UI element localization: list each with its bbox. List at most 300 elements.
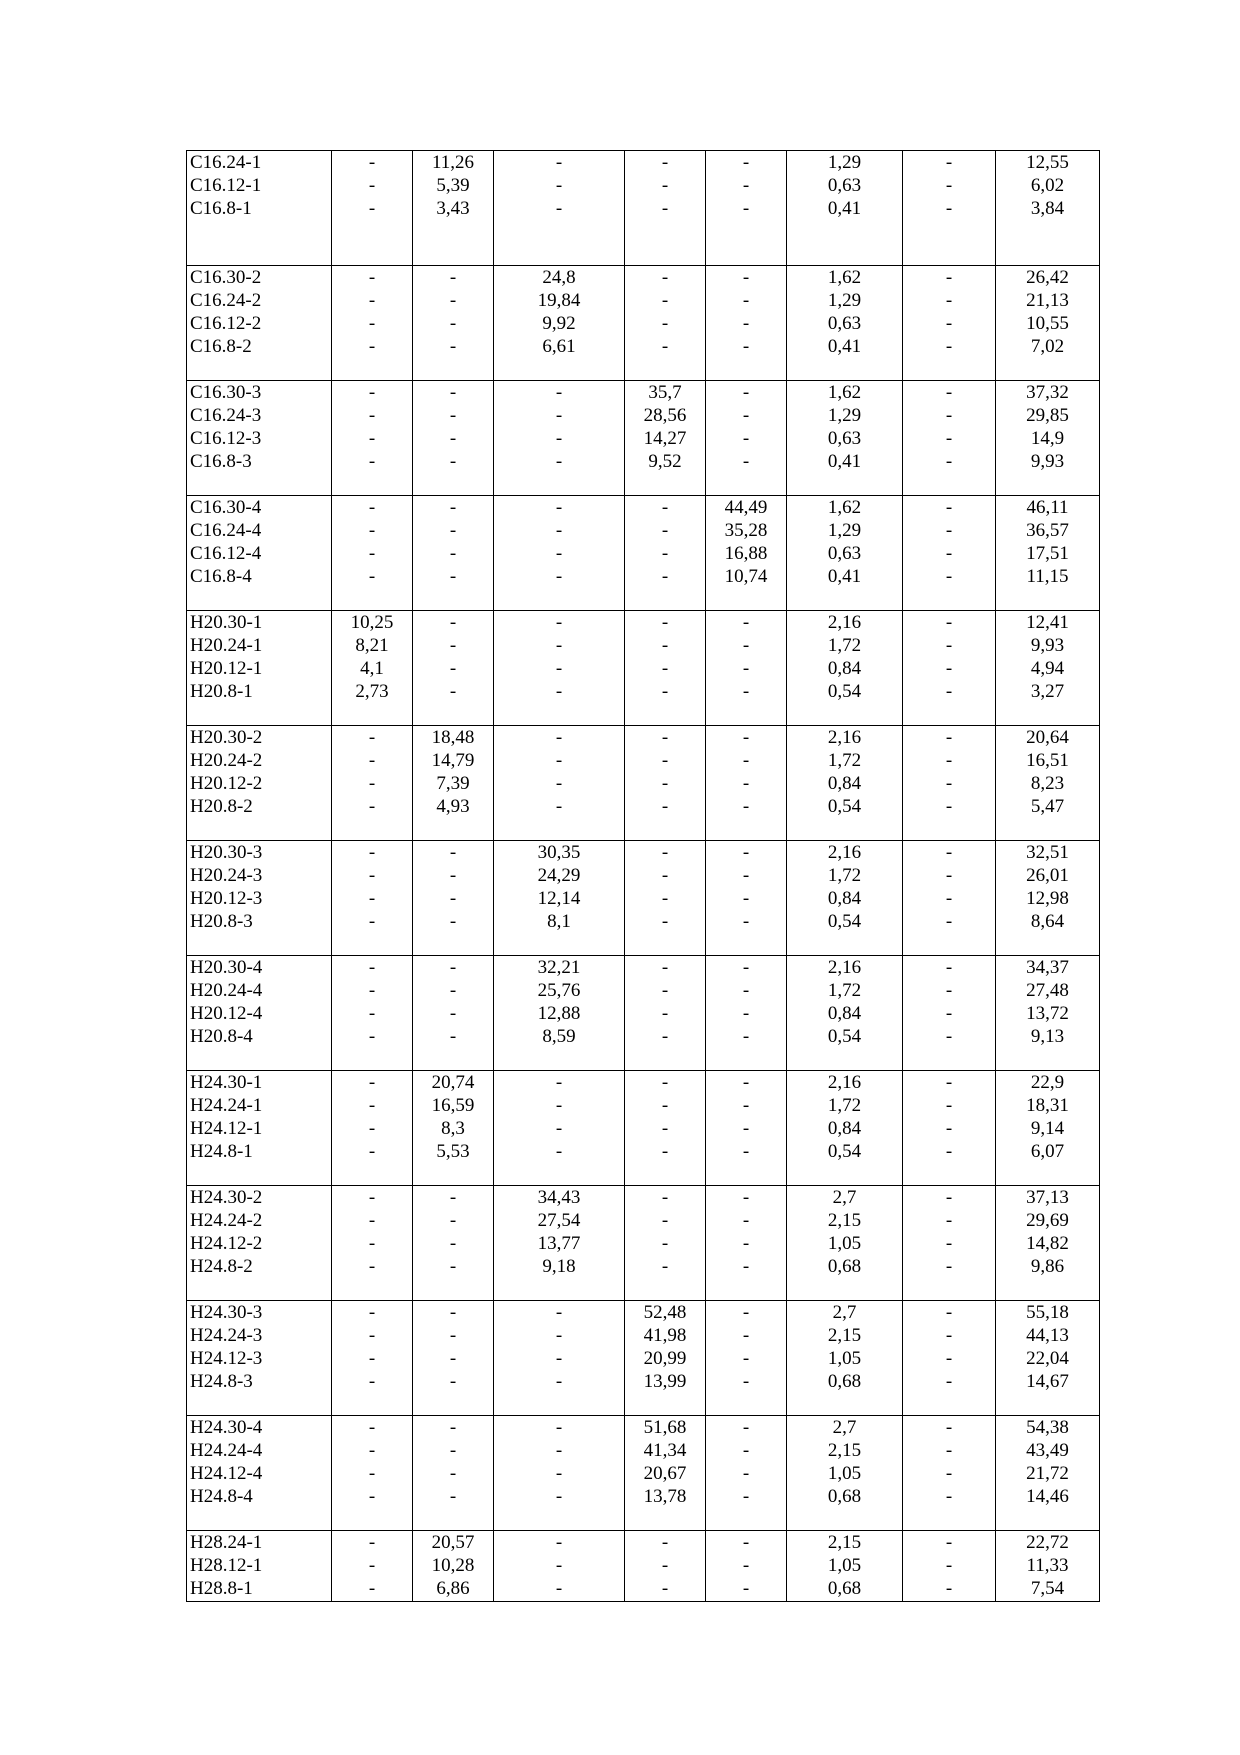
value-line: 1,05 [827,1463,862,1484]
designation-line: H20.24-1 [190,635,263,656]
value-line: - [368,1463,376,1484]
value-line: - [661,1026,669,1047]
value-line: 0,68 [827,1371,862,1392]
value-cell-col-7 [903,1416,996,1531]
value-line: 16,88 [724,543,768,564]
value-line: - [742,152,750,173]
value-line: - [742,750,750,771]
value-line: 6,61 [542,336,576,357]
value-line: 1,72 [827,750,862,771]
value-line: 8,3 [441,1118,465,1139]
designation-line: C16.8-4 [190,566,252,587]
value-line: - [945,497,953,518]
value-cell-col-4 [625,611,706,726]
value-line: 18,48 [431,727,475,748]
table-row [187,611,1100,726]
value-line: - [945,681,953,702]
value-line: 1,05 [827,1348,862,1369]
value-line: - [368,152,376,173]
value-line: 0,41 [827,451,862,472]
value-line: 1,72 [827,1095,862,1116]
value-line: - [368,1417,376,1438]
value-cell-col-6 [787,1301,903,1416]
value-line: 9,18 [542,1256,576,1277]
designation-line: H24.12-1 [190,1118,263,1139]
value-line: - [555,1072,563,1093]
value-line: 19,84 [537,290,581,311]
value-line: - [555,497,563,518]
value-cell-col-5 [706,841,787,956]
value-line: - [449,1417,457,1438]
designation-line: H20.30-2 [190,727,263,748]
value-line: - [945,727,953,748]
value-cell-col-7 [903,1186,996,1301]
value-line: - [449,267,457,288]
designation-line: H24.12-2 [190,1233,263,1254]
designation-line: H20.12-4 [190,1003,263,1024]
value-line: - [945,382,953,403]
value-line: 12,88 [537,1003,581,1024]
value-line: - [449,566,457,587]
value-line: - [742,198,750,219]
value-cell-col-7 [903,496,996,611]
value-line: - [555,1118,563,1139]
designation-line: C16.30-3 [190,382,262,403]
designation-line: H24.24-2 [190,1210,263,1231]
value-line: 12,14 [537,888,581,909]
value-cell-col-8 [996,151,1100,266]
designation-line: C16.12-1 [190,175,262,196]
table-row [187,151,1100,266]
value-line: - [945,1072,953,1093]
value-line: - [449,1440,457,1461]
value-line: 41,98 [643,1325,687,1346]
value-line: - [555,1371,563,1392]
value-line: 3,27 [1030,681,1065,702]
value-line: - [742,1187,750,1208]
value-line: - [368,290,376,311]
value-line: - [368,773,376,794]
value-line: - [742,1417,750,1438]
value-line: 1,29 [827,152,862,173]
value-line: - [368,842,376,863]
value-line: - [945,865,953,886]
value-cell-col-1 [332,841,413,956]
value-cell-col-4 [625,1186,706,1301]
value-line: 2,7 [832,1302,857,1323]
value-line: - [742,1256,750,1277]
value-cell-col-5 [706,611,787,726]
value-line: - [555,796,563,817]
value-cell-col-4 [625,956,706,1071]
value-line: - [661,313,669,334]
value-line: - [555,428,563,449]
designation-line: H24.8-2 [190,1256,253,1277]
table-row [187,496,1100,611]
value-cell-col-3 [494,1531,625,1602]
value-line: - [368,1302,376,1323]
value-line: - [742,336,750,357]
value-line: - [945,773,953,794]
value-line: 0,68 [827,1256,862,1277]
value-line: - [368,1026,376,1047]
designation-line: C16.24-4 [190,520,262,541]
value-cell-col-2 [413,381,494,496]
value-line: - [945,520,953,541]
value-cell-col-3 [494,611,625,726]
value-line: 13,72 [1026,1003,1069,1024]
value-line: - [742,1440,750,1461]
designation-line: H20.12-2 [190,773,263,794]
value-line: - [945,1486,953,1507]
value-line: - [742,1555,750,1576]
designation-line: H24.30-4 [190,1417,263,1438]
value-line: - [945,796,953,817]
value-line: - [368,1118,376,1139]
value-line: - [661,727,669,748]
value-line: - [945,152,953,173]
designation-line: H24.24-3 [190,1325,263,1346]
value-line: - [945,1417,953,1438]
value-cell-col-3 [494,841,625,956]
value-line: - [555,1532,563,1553]
value-line: - [661,773,669,794]
designation-line: H24.12-4 [190,1463,263,1484]
value-line: 0,84 [827,888,862,909]
value-line: - [661,1578,669,1599]
value-line: 29,85 [1026,405,1069,426]
table-row [187,1531,1100,1602]
table-body [187,151,1100,1602]
value-line: - [368,267,376,288]
value-cell-col-8 [996,726,1100,841]
designation-line: C16.24-2 [190,290,262,311]
value-line: 3,84 [1030,198,1065,219]
value-line: - [368,566,376,587]
value-cell-col-2 [413,1301,494,1416]
value-cell-col-7 [903,151,996,266]
value-line: - [742,888,750,909]
value-line: - [945,1578,953,1599]
value-line: - [555,152,563,173]
value-line: 11,33 [1026,1555,1069,1576]
value-line: - [555,543,563,564]
value-line: 25,76 [537,980,581,1001]
value-line: - [945,842,953,863]
value-line: - [555,1440,563,1461]
table-row [187,1301,1100,1416]
designation-line: H20.8-4 [190,1026,253,1047]
value-line: - [742,175,750,196]
value-line: 0,41 [827,566,862,587]
value-line: 8,59 [542,1026,576,1047]
value-line: 0,54 [827,681,862,702]
value-line: 11,15 [1026,566,1069,587]
value-line: 10,28 [431,1555,475,1576]
value-line: - [661,796,669,817]
value-cell-col-4 [625,841,706,956]
value-cell-col-7 [903,1301,996,1416]
value-line: 4,1 [360,658,384,679]
value-line: 3,43 [436,198,470,219]
value-line: 0,68 [827,1486,862,1507]
value-cell-col-8 [996,1071,1100,1186]
designation-cell [187,266,332,381]
value-line: - [449,336,457,357]
value-line: - [555,1141,563,1162]
value-line: 9,93 [1030,635,1065,656]
value-line: - [945,543,953,564]
value-line: - [449,635,457,656]
value-line: 1,62 [827,382,862,403]
value-line: - [449,451,457,472]
value-line: 37,13 [1026,1187,1069,1208]
value-line: 8,1 [547,911,571,932]
value-cell-col-8 [996,611,1100,726]
value-line: - [945,911,953,932]
value-cell-col-8 [996,496,1100,611]
value-cell-col-8 [996,266,1100,381]
value-line: 2,16 [827,957,862,978]
value-line: 43,49 [1026,1440,1069,1461]
value-line: 20,64 [1026,727,1069,748]
value-line: - [368,980,376,1001]
value-cell-col-6 [787,956,903,1071]
value-line: - [449,543,457,564]
value-line: 7,54 [1030,1578,1065,1599]
value-line: - [368,175,376,196]
value-line: - [661,1003,669,1024]
value-line: - [742,865,750,886]
value-line: - [368,1325,376,1346]
value-line: 0,54 [827,911,862,932]
value-line: - [368,957,376,978]
table-row [187,841,1100,956]
value-line: 8,23 [1030,773,1065,794]
value-line: 27,54 [537,1210,581,1231]
value-line: - [449,865,457,886]
value-cell-col-3 [494,266,625,381]
value-line: - [742,382,750,403]
designation-line: C16.12-4 [190,543,262,564]
value-line: 14,46 [1026,1486,1069,1507]
designation-line: C16.24-3 [190,405,262,426]
value-cell-col-3 [494,1301,625,1416]
value-line: 55,18 [1026,1302,1069,1323]
value-line: - [661,520,669,541]
table-row [187,1071,1100,1186]
value-line: - [449,1486,457,1507]
designation-line: H20.8-2 [190,796,253,817]
designation-line: H28.12-1 [190,1555,263,1576]
value-line: - [555,1095,563,1116]
value-line: - [945,290,953,311]
designation-line: H24.12-3 [190,1348,263,1369]
value-line: - [368,405,376,426]
designation-line: H24.30-2 [190,1187,263,1208]
value-cell-col-1 [332,1186,413,1301]
value-line: - [449,888,457,909]
value-cell-col-8 [996,381,1100,496]
value-line: 54,38 [1026,1417,1069,1438]
value-line: 2,73 [355,681,389,702]
value-line: 4,93 [436,796,470,817]
value-line: - [742,842,750,863]
value-line: - [945,1371,953,1392]
value-line: 2,16 [827,612,862,633]
value-cell-col-5 [706,956,787,1071]
value-line: 13,99 [643,1371,687,1392]
value-cell-col-5 [706,1531,787,1602]
value-line: - [742,1578,750,1599]
value-cell-col-3 [494,726,625,841]
value-line: - [661,612,669,633]
value-line: - [742,1532,750,1553]
value-line: - [555,520,563,541]
value-cell-col-5 [706,381,787,496]
value-line: 41,34 [643,1440,687,1461]
table-row [187,956,1100,1071]
value-cell-col-8 [996,841,1100,956]
table-row [187,381,1100,496]
value-line: 22,72 [1026,1532,1069,1553]
value-line: 12,41 [1026,612,1069,633]
value-line: - [945,750,953,771]
value-line: - [945,1463,953,1484]
value-cell-col-1 [332,1301,413,1416]
value-cell-col-3 [494,151,625,266]
value-line: 1,72 [827,635,862,656]
value-line: - [449,1256,457,1277]
value-cell-col-5 [706,496,787,611]
value-line: - [661,1118,669,1139]
value-line: - [368,451,376,472]
value-line: - [661,543,669,564]
value-line: - [368,1440,376,1461]
value-line: - [661,497,669,518]
value-cell-col-1 [332,151,413,266]
value-line: - [742,1210,750,1231]
value-line: 14,27 [643,428,687,449]
value-line: - [368,1555,376,1576]
value-line: 17,51 [1026,543,1069,564]
value-cell-col-7 [903,611,996,726]
value-line: - [661,635,669,656]
designation-line: H24.24-1 [190,1095,263,1116]
value-line: 10,25 [350,612,394,633]
value-line: - [368,382,376,403]
designation-line: H24.30-3 [190,1302,263,1323]
value-line: - [449,1003,457,1024]
value-line: - [368,1187,376,1208]
designation-line: H20.8-3 [190,911,253,932]
value-line: - [742,1371,750,1392]
value-cell-col-4 [625,1416,706,1531]
designation-cell [187,381,332,496]
table-row [187,266,1100,381]
value-line: - [742,727,750,748]
value-line: 14,82 [1026,1233,1069,1254]
value-line: - [945,1440,953,1461]
value-line: 0,84 [827,1003,862,1024]
value-line: 0,63 [827,428,862,449]
designation-line: H20.30-3 [190,842,263,863]
value-line: - [945,1095,953,1116]
value-line: - [661,1095,669,1116]
value-line: - [368,750,376,771]
value-line: 2,15 [827,1440,862,1461]
value-line: - [945,336,953,357]
value-line: 34,43 [537,1187,581,1208]
designation-line: H24.8-1 [190,1141,253,1162]
value-line: - [449,612,457,633]
designation-cell [187,151,332,266]
value-line: 2,15 [827,1325,862,1346]
value-line: 26,42 [1026,267,1069,288]
value-line: 32,21 [537,957,581,978]
value-cell-col-2 [413,496,494,611]
value-cell-col-2 [413,266,494,381]
value-line: - [555,1417,563,1438]
value-line: 20,67 [643,1463,687,1484]
value-line: - [742,1118,750,1139]
value-line: 28,56 [643,405,687,426]
value-line: - [555,1463,563,1484]
value-line: 0,68 [827,1578,862,1599]
value-line: 7,39 [436,773,470,794]
value-line: 26,01 [1026,865,1069,886]
value-cell-col-5 [706,1416,787,1531]
value-line: - [742,681,750,702]
value-cell-col-2 [413,1531,494,1602]
value-line: - [661,290,669,311]
value-line: 16,51 [1026,750,1069,771]
value-line: 5,53 [436,1141,470,1162]
value-line: 6,86 [436,1578,470,1599]
table-row [187,1416,1100,1531]
designation-line: C16.8-2 [190,336,252,357]
value-line: 12,55 [1026,152,1069,173]
value-line: - [945,405,953,426]
value-line: - [661,681,669,702]
value-line: - [945,566,953,587]
value-line: - [449,1187,457,1208]
value-line: - [555,750,563,771]
value-line: - [555,566,563,587]
value-cell-col-6 [787,611,903,726]
value-line: - [945,658,953,679]
value-line: - [555,451,563,472]
value-line: - [368,1072,376,1093]
value-line: - [368,313,376,334]
value-line: - [742,773,750,794]
value-line: - [945,175,953,196]
value-cell-col-2 [413,956,494,1071]
value-line: 0,84 [827,773,862,794]
value-line: - [368,520,376,541]
designation-cell [187,1416,332,1531]
value-line: - [661,1233,669,1254]
value-cell-col-7 [903,1531,996,1602]
value-cell-col-2 [413,1071,494,1186]
value-line: 22,04 [1026,1348,1069,1369]
value-line: 11,26 [431,152,475,173]
value-line: - [449,497,457,518]
value-line: - [449,1302,457,1323]
value-line: 12,98 [1026,888,1069,909]
value-cell-col-6 [787,1416,903,1531]
value-cell-col-3 [494,1071,625,1186]
